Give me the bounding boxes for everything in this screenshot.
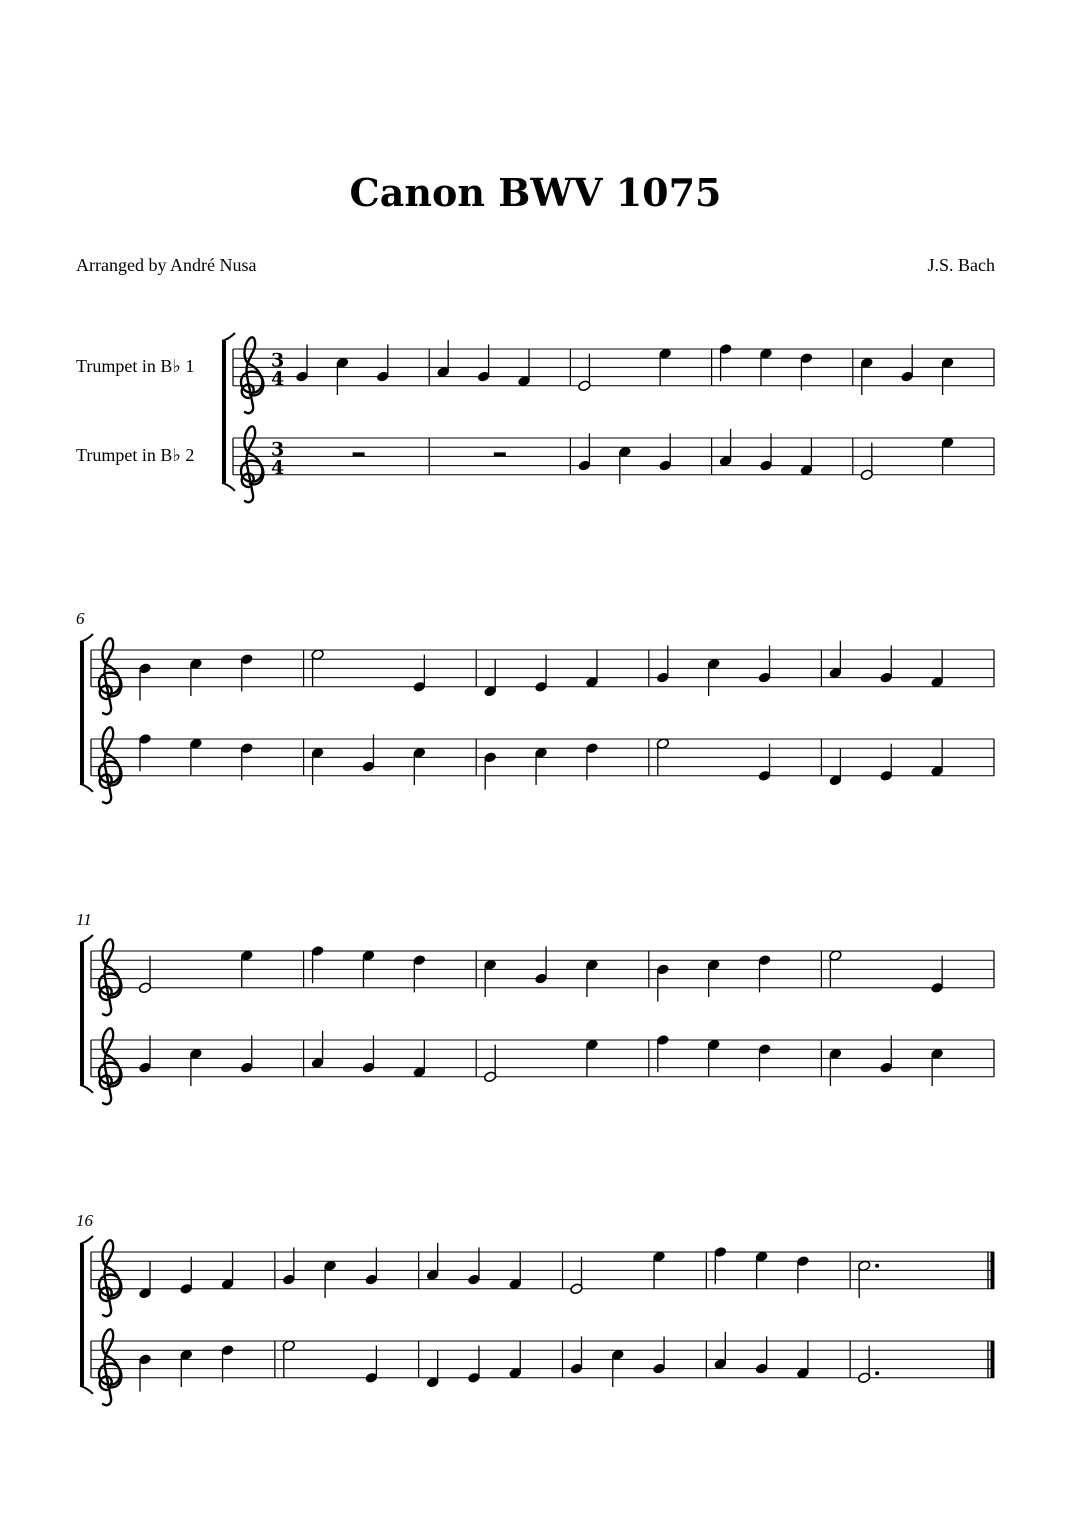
measure-number-system-3: 11: [76, 910, 92, 929]
measure-number-system-2: 6: [76, 609, 85, 628]
half-rest: [494, 452, 506, 456]
bracket-bottom-hook: [80, 1386, 93, 1394]
half-rest: [353, 452, 365, 456]
instrument-label-1: Trumpet in B♭ 1: [76, 356, 195, 376]
augmentation-dot: [875, 1371, 879, 1375]
instrument-label-2: Trumpet in B♭ 2: [76, 445, 195, 465]
augmentation-dot: [875, 1264, 879, 1268]
time-signature-numerator: 3: [271, 349, 285, 372]
bracket-top-hook: [80, 634, 93, 642]
time-signature-numerator: 3: [271, 438, 285, 461]
score-title: Canon BWV 1075: [349, 170, 722, 215]
bracket-top-hook: [222, 333, 235, 341]
bracket-bottom-hook: [80, 784, 93, 792]
time-signature-denominator: 4: [271, 367, 285, 390]
composer-credit: J.S. Bach: [927, 255, 995, 275]
bracket-bottom-hook: [222, 483, 235, 491]
arranger-credit: Arranged by André Nusa: [76, 255, 257, 275]
time-signature-denominator: 4: [271, 456, 285, 479]
bracket-bottom-hook: [80, 1085, 93, 1093]
bracket-top-hook: [80, 935, 93, 943]
bracket-top-hook: [80, 1236, 93, 1244]
measure-number-system-4: 16: [76, 1211, 93, 1230]
